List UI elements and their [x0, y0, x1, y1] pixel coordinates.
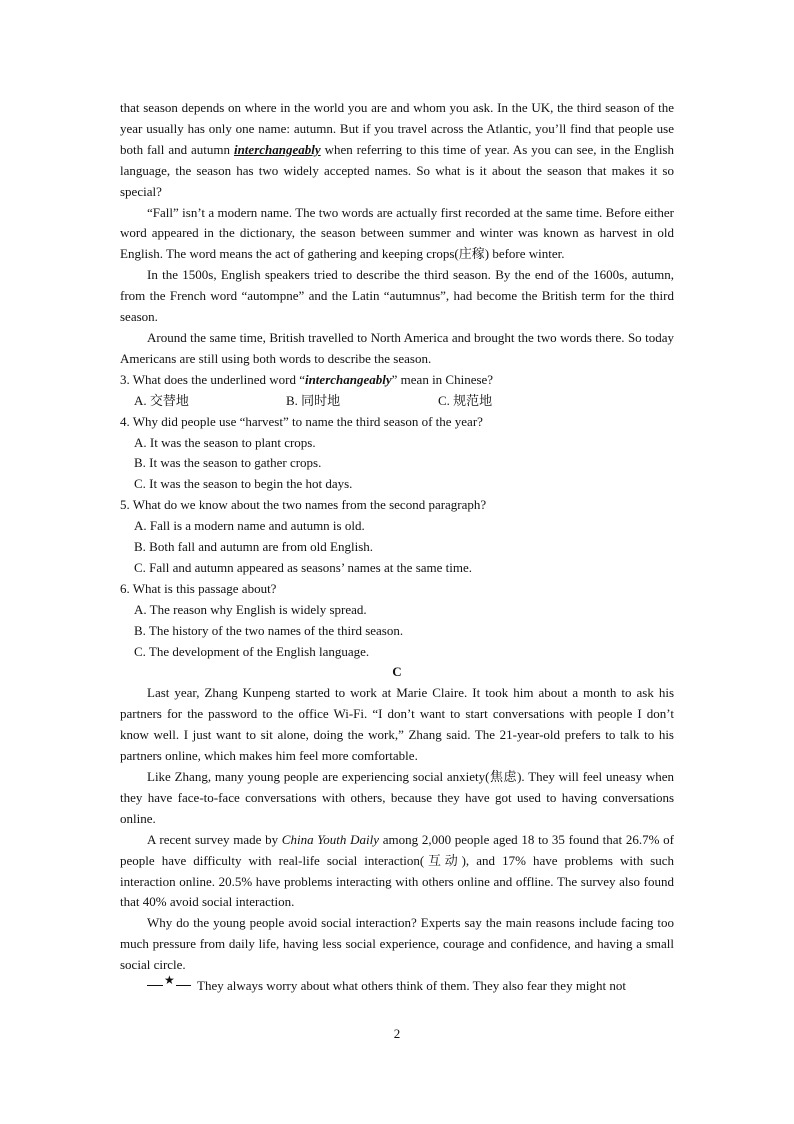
question-3: 3. What does the underlined word “interchangeably” mean in Chinese?: [120, 371, 494, 387]
passage-c-paragraph-1: Last year, Zhang Kunpeng started to work at Marie Claire. It took him about a month to ask his partners for the password to the office Wi-Fi. “I don’t want to start conversations with people I don’t know well. I just want to sit alone, doing the work,” Zhang said. The 21-year-old prefers to talk to his partners online, which makes him feel more comfortable.: [120, 685, 674, 764]
page-content: [120, 98, 674, 997]
underlined-word: interchangeably: [233, 141, 321, 157]
question-5: 5. What do we know about the two names from the second paragraph?: [120, 497, 487, 513]
question-6-option-c[interactable]: C. The development of the English language.: [134, 643, 370, 659]
passage-c-paragraph-2: Like Zhang, many young people are experiencing social anxiety(焦虑). They will feel uneasy when they have face-to-face conversations with others, because they have got used to having conversations online.: [120, 769, 674, 826]
question-5-option-b[interactable]: B. Both fall and autumn are from old English.: [134, 539, 374, 555]
question-4: 4. Why did people use “harvest” to name the third season of the year?: [120, 413, 483, 429]
passage-c-paragraph-3: A recent survey made by China Youth Daily among 2,000 people aged 18 to 35 found that 26.7% of people have difficulty with real-life social interaction(互动), and 17% have problems with such interaction online. 20.5% have problems interacting with others online and offline. The survey also found that 40% avoid social interaction.: [120, 831, 674, 910]
passage-b-paragraph-4: Around the same time, British travelled to North America and brought the two words there. So today Americans are still using both words to describe the season.: [120, 329, 674, 366]
question-5-option-c[interactable]: C. Fall and autumn appeared as seasons’ names at the same time.: [134, 559, 473, 575]
question-3-keyword: interchangeably: [304, 371, 392, 387]
question-5-option-a[interactable]: A. Fall is a modern name and autumn is old.: [134, 518, 365, 534]
passage-b-paragraph-2: “Fall” isn’t a modern name. The two words are actually first recorded at the same time. Before either word appeared in the dictionary, the season between summer and winter was known as harvest in old English. The word means the act of gathering and keeping crops(庄稼) before winter.: [120, 204, 674, 262]
section-c-title: C: [392, 664, 402, 680]
passage-b-paragraph-1: that season depends on where in the world you are and whom you ask. In the UK, the third season of the year usually has only one name: autumn. But if you travel across the Atlantic, you’ll find that people use both fall and autumn interchangeably when referring to this time of year. As you can see, in the English language, the season has two widely accepted names. So what is it about the season that makes it so special?: [120, 100, 674, 199]
page-number: 2: [393, 1026, 401, 1041]
question-6: 6. What is this passage about?: [120, 580, 277, 596]
question-3-option-c[interactable]: C. 规范地: [438, 392, 493, 408]
newspaper-name: China Youth Daily: [281, 831, 380, 847]
passage-c-paragraph-4: Why do the young people avoid social interaction? Experts say the main reasons include facing too much pressure from daily life, having less social experience, courage and confidence, and having a small social circle.: [120, 915, 674, 973]
question-3-option-b[interactable]: B. 同时地: [286, 392, 341, 408]
question-3-options: [120, 391, 674, 412]
question-3-option-a[interactable]: A. 交替地: [134, 392, 189, 408]
star-icon: ★: [164, 973, 175, 988]
question-6-option-a[interactable]: A. The reason why English is widely spread.: [134, 601, 367, 617]
passage-b-paragraph-3: In the 1500s, English speakers tried to describe the third season. By the end of the 1600s, autumn, from the French word “autompne” and the Latin “autumnus”, had become the British term for the third season.: [120, 267, 674, 325]
question-4-option-c[interactable]: C. It was the season to begin the hot days.: [134, 476, 353, 492]
question-4-option-a[interactable]: A. It was the season to plant crops.: [134, 434, 316, 450]
question-6-option-b[interactable]: B. The history of the two names of the third season.: [134, 622, 404, 638]
passage-c-paragraph-5: ★ They always worry about what others think of them. They also fear they might not: [120, 976, 674, 997]
question-4-option-b[interactable]: B. It was the season to gather crops.: [134, 455, 322, 471]
star-blank[interactable]: [147, 973, 191, 990]
